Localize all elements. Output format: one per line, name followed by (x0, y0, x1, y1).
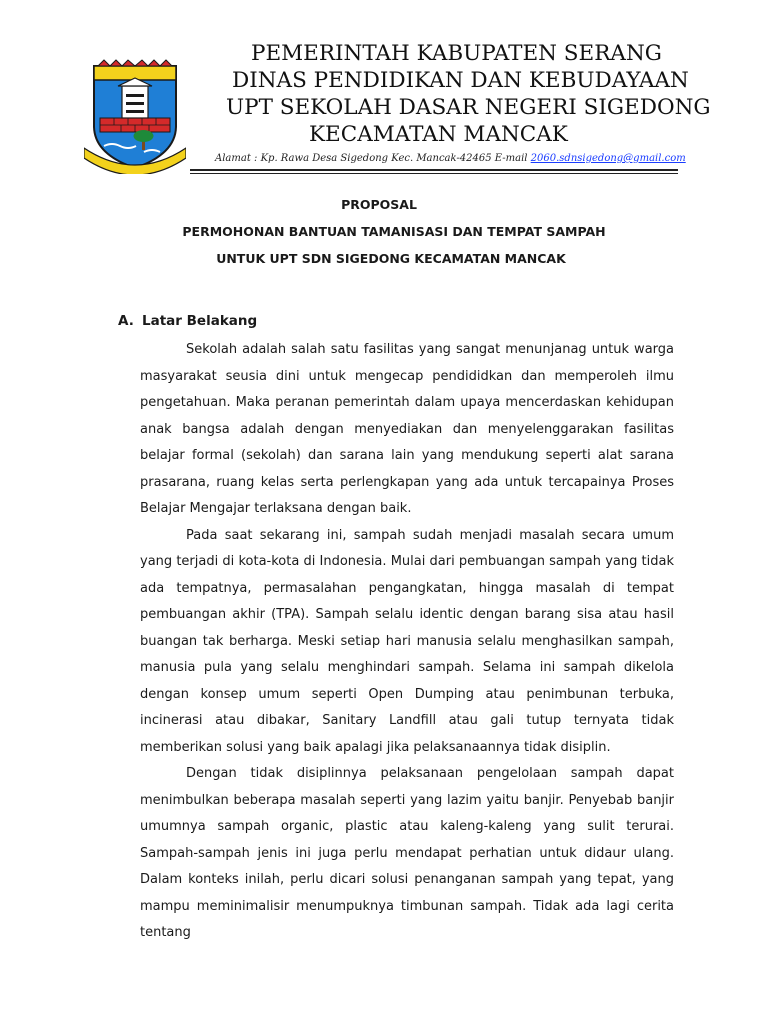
letterhead-district: KECAMATAN MANCAK (309, 122, 568, 147)
document-subtitle: PERMOHONAN BANTUAN TAMANISASI DAN TEMPAT SAMPAH (182, 224, 606, 239)
letterhead-government: PEMERINTAH KABUPATEN SERANG (251, 41, 662, 66)
letterhead-divider-thin (190, 173, 678, 174)
regency-emblem-logo (84, 56, 186, 174)
letterhead-department: DINAS PENDIDIKAN DAN KEBUDAYAAN (232, 68, 689, 93)
section-number: A. (118, 313, 134, 329)
section-heading (118, 313, 257, 329)
letterhead-address (215, 153, 686, 164)
address-text: Alamat : Kp. Rawa Desa Sigedong Kec. Mancak-42465 E-mail (215, 153, 531, 164)
letterhead-school: UPT SEKOLAH DASAR NEGERI SIGEDONG (226, 95, 711, 120)
email-link[interactable]: 2060.sdnsigedong@gmail.com (530, 153, 686, 164)
section-title: Latar Belakang (142, 313, 258, 329)
document-title: PROPOSAL (341, 197, 417, 212)
document-body (140, 337, 674, 947)
paragraph: Sekolah adalah salah satu fasilitas yang sangat menunjanag untuk warga masyarakat seusia dini untuk mengecap pendididkan dan memperoleh ilmu pengetahuan. Maka peranan pemerintah dalam upaya mencerdaskan kehidupan anak bangsa adalah dengan menyediakan dan menyelenggarakan fasilitas belajar formal (sekolah) dan sarana lain yang mendukung seperti alat sarana prasarana, ruang kelas serta perlengkapan yang ada untuk tercapainya Proses Belajar Mengajar terlaksana dengan baik. (140, 342, 674, 516)
paragraph: Pada saat sekarang ini, sampah sudah menjadi masalah secara umum yang terjadi di kota-kota di Indonesia. Mulai dari pembuangan sampah yang tidak ada tempatnya, permasalahan pengangkatan, hingga masalah di tempat pembuangan akhir (TPA). Sampah selalu identic dengan barang sisa atau hasil buangan tak berharga. Meski setiap hari manusia selalu menghasilkan sampah, manusia pula yang selalu menghindari sampah. Selama ini sampah dikelola dengan konsep umum seperti Open Dumping atau penimbunan terbuka, incinerasi atau dibakar, Sanitary Landfill atau gali tutup ternyata tidak memberikan solusi yang baik apalagi jika pelaksanaannya tidak disiplin. (140, 527, 674, 755)
paragraph: Dengan tidak disiplinnya pelaksanaan pengelolaan sampah dapat menimbulkan beberapa masalah seperti yang lazim yaitu banjir. Penyebab banjir umumnya sampah organic, plastic atau kaleng-kaleng yang sulit terurai. Sampah-sampah jenis ini juga perlu mendapat perhatian untuk didaur ulang. Dalam konteks inilah, perlu dicari solusi penanganan sampah yang tepat, yang mampu meminimalisir menumpuknya timbunan sampah. Tidak ada lagi cerita tentang (140, 766, 674, 940)
letterhead-divider-thick (190, 169, 678, 171)
document-subtitle-2: UNTUK UPT SDN SIGEDONG KECAMATAN MANCAK (216, 251, 566, 266)
letterhead (196, 40, 711, 148)
